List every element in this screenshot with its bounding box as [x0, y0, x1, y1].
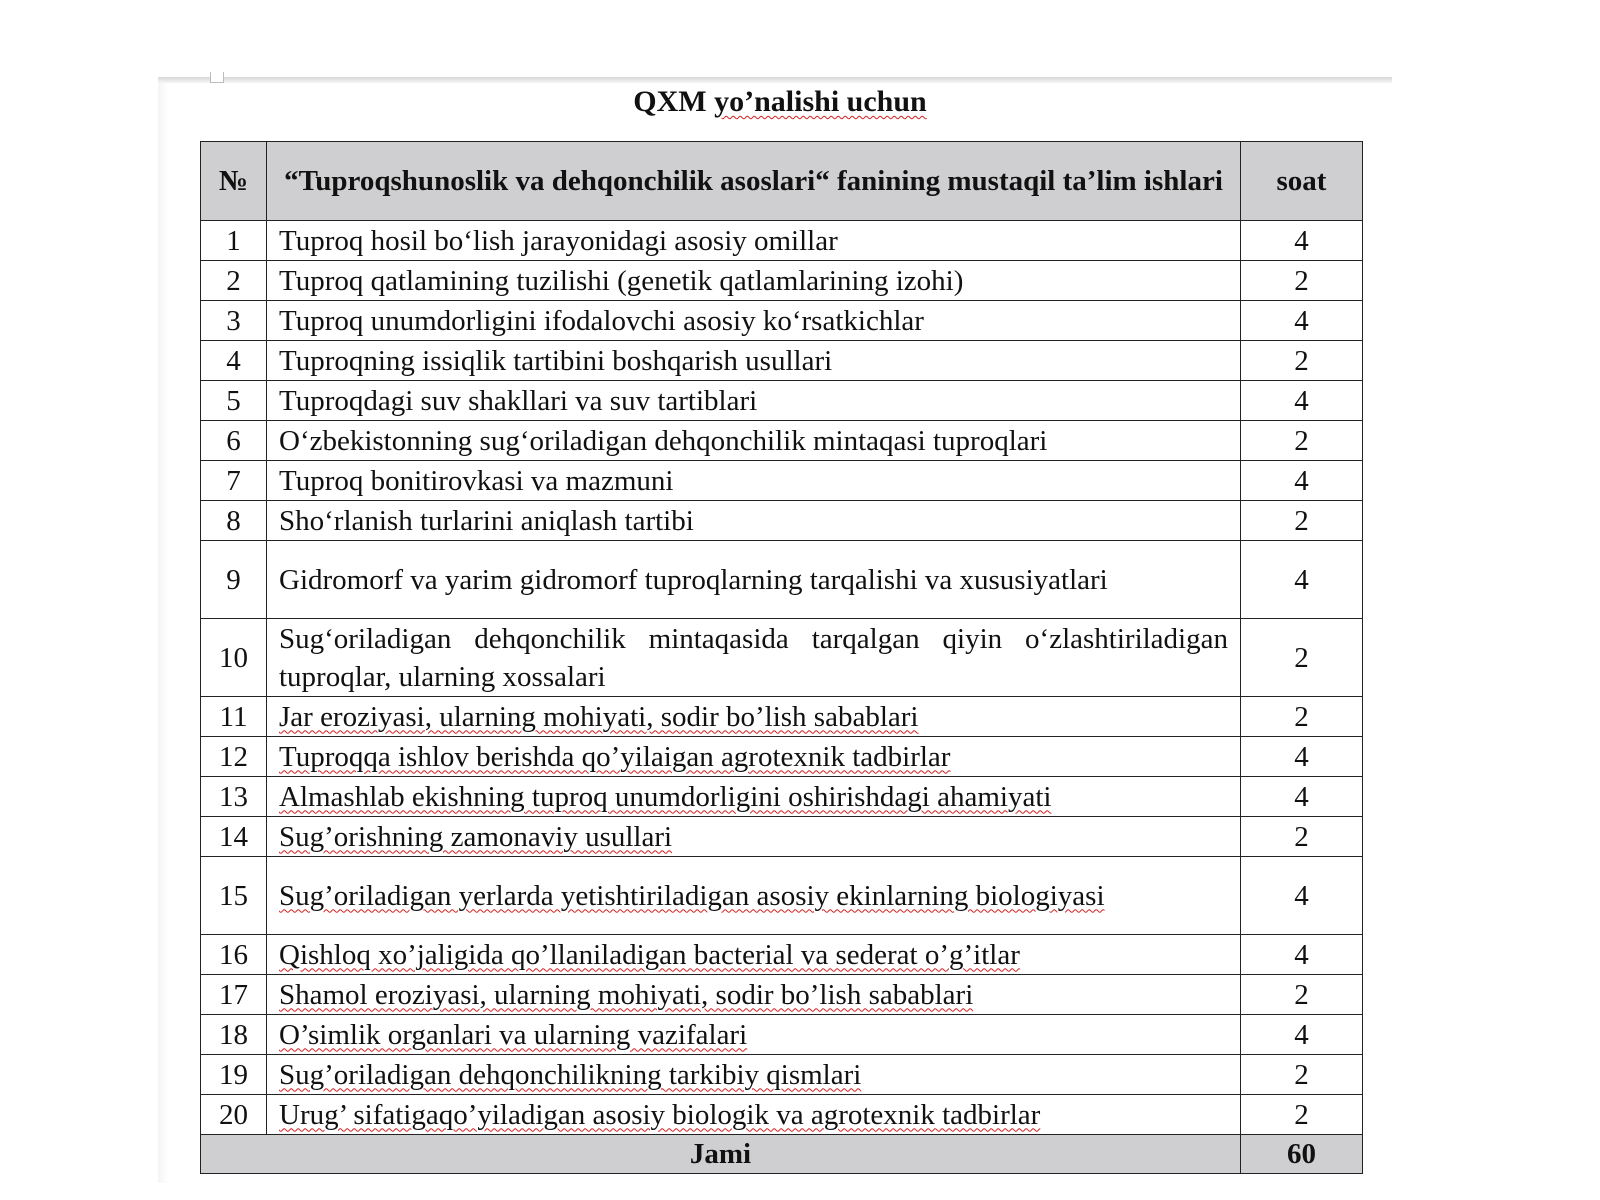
row-hours: 2 — [1241, 501, 1363, 541]
row-topic: Tuproqning issiqlik tartibini boshqarish usullari — [279, 344, 833, 377]
row-topic-cell — [267, 619, 1241, 697]
title-code: QXM — [633, 85, 707, 118]
row-number: 19 — [201, 1055, 267, 1095]
table-header-row — [201, 142, 1363, 221]
row-hours: 4 — [1241, 221, 1363, 261]
table-row — [201, 1055, 1363, 1095]
table-row — [201, 1015, 1363, 1055]
independent-work-table — [200, 141, 1363, 1174]
row-hours: 4 — [1241, 461, 1363, 501]
row-topic-cell — [267, 1055, 1241, 1095]
table-row — [201, 221, 1363, 261]
row-hours: 2 — [1241, 975, 1363, 1015]
row-topic: Tuproqqa ishlov berishda qo’yilaigan agrotexnik tadbirlar — [279, 740, 951, 773]
row-topic-cell — [267, 221, 1241, 261]
row-number: 10 — [201, 619, 267, 697]
row-number: 1 — [201, 221, 267, 261]
row-topic: Shamol eroziyasi, ularning mohiyati, sodir bo’lish sabablari — [279, 978, 974, 1011]
row-number: 16 — [201, 935, 267, 975]
row-topic-cell — [267, 1095, 1241, 1135]
row-topic-cell — [267, 261, 1241, 301]
row-topic: Urug’ sifatigaqo’yiladigan asosiy biologik va agrotexnik tadbirlar — [279, 1098, 1041, 1131]
total-row — [201, 1135, 1363, 1174]
table-row — [201, 261, 1363, 301]
row-topic: Tuproq unumdorligini ifodalovchi asosiy ko‘rsatkichlar — [279, 304, 924, 337]
row-number: 15 — [201, 857, 267, 935]
row-topic: Sho‘rlanish turlarini aniqlash tartibi — [279, 504, 694, 537]
table-row — [201, 421, 1363, 461]
row-topic-cell — [267, 697, 1241, 737]
table-row — [201, 619, 1363, 697]
row-hours: 4 — [1241, 1015, 1363, 1055]
row-number: 6 — [201, 421, 267, 461]
table-row — [201, 697, 1363, 737]
row-number: 5 — [201, 381, 267, 421]
row-hours: 2 — [1241, 261, 1363, 301]
row-topic: Tuproqdagi suv shakllari va suv tartiblari — [279, 384, 758, 417]
row-topic: Sug‘oriladigan dehqonchilik mintaqasida tarqalgan qiyin o‘zlashtiriladigan tuproqlar, ularning xossalari — [279, 622, 1228, 693]
row-topic-cell — [267, 777, 1241, 817]
row-topic: Almashlab ekishning tuproq unumdorligini oshirishdagi ahamiyati — [279, 780, 1052, 813]
row-number: 14 — [201, 817, 267, 857]
row-hours: 2 — [1241, 341, 1363, 381]
table-row — [201, 935, 1363, 975]
row-topic-cell — [267, 301, 1241, 341]
row-topic: O‘zbekistonning sug‘oriladigan dehqonchilik mintaqasi tuproqlari — [279, 424, 1048, 457]
row-hours: 4 — [1241, 541, 1363, 619]
row-hours: 4 — [1241, 737, 1363, 777]
row-topic: Sug’orishning zamonaviy usullari — [279, 820, 673, 853]
header-topic: “Tuproqshunoslik va dehqonchilik asoslari“ fanining mustaqil ta’lim ishlari — [267, 142, 1241, 221]
row-number: 12 — [201, 737, 267, 777]
row-number: 20 — [201, 1095, 267, 1135]
row-topic: O’simlik organlari va ularning vazifalari — [279, 1018, 748, 1051]
row-topic-cell — [267, 737, 1241, 777]
row-topic-cell — [267, 341, 1241, 381]
row-hours: 2 — [1241, 421, 1363, 461]
row-topic: Sug’oriladigan yerlarda yetishtiriladigan asosiy ekinlarning biologiyasi — [279, 879, 1105, 912]
document-title — [0, 82, 1560, 122]
row-number: 17 — [201, 975, 267, 1015]
row-topic-cell — [267, 857, 1241, 935]
header-hours: soat — [1241, 142, 1363, 221]
row-number: 18 — [201, 1015, 267, 1055]
row-topic: Sug’oriladigan dehqonchilikning tarkibiy qismlari — [279, 1058, 862, 1091]
row-hours: 2 — [1241, 817, 1363, 857]
row-number: 9 — [201, 541, 267, 619]
row-number: 11 — [201, 697, 267, 737]
row-topic: Tuproq bonitirovkasi va mazmuni — [279, 464, 674, 497]
table-row — [201, 737, 1363, 777]
row-topic-cell — [267, 817, 1241, 857]
row-number: 8 — [201, 501, 267, 541]
table-row — [201, 777, 1363, 817]
table-row — [201, 461, 1363, 501]
row-topic-cell — [267, 501, 1241, 541]
table-row — [201, 381, 1363, 421]
row-topic: Jar eroziyasi, ularning mohiyati, sodir bo’lish sabablari — [279, 700, 919, 733]
row-number: 3 — [201, 301, 267, 341]
row-topic-cell — [267, 935, 1241, 975]
row-hours: 4 — [1241, 857, 1363, 935]
row-topic-cell — [267, 421, 1241, 461]
table-row — [201, 817, 1363, 857]
row-hours: 2 — [1241, 619, 1363, 697]
row-topic-cell — [267, 1015, 1241, 1055]
row-hours: 4 — [1241, 381, 1363, 421]
row-topic: Qishloq xo’jaligida qo’llaniladigan bacterial va sederat o’g’itlar — [279, 938, 1020, 971]
table-row — [201, 975, 1363, 1015]
row-topic-cell — [267, 975, 1241, 1015]
row-topic-cell — [267, 381, 1241, 421]
row-hours: 2 — [1241, 1055, 1363, 1095]
page-left-edge — [158, 83, 168, 1183]
total-hours: 60 — [1241, 1135, 1363, 1174]
header-number: № — [201, 142, 267, 221]
title-rest: yo’nalishi uchun — [714, 85, 927, 118]
row-hours: 4 — [1241, 301, 1363, 341]
total-label: Jami — [201, 1135, 1241, 1174]
row-hours: 2 — [1241, 1095, 1363, 1135]
row-topic: Tuproq qatlamining tuzilishi (genetik qatlamlarining izohi) — [279, 264, 964, 297]
row-hours: 4 — [1241, 777, 1363, 817]
row-number: 2 — [201, 261, 267, 301]
table-row — [201, 857, 1363, 935]
row-hours: 4 — [1241, 935, 1363, 975]
row-number: 7 — [201, 461, 267, 501]
row-topic: Tuproq hosil bo‘lish jarayonidagi asosiy omillar — [279, 224, 838, 257]
row-topic: Gidromorf va yarim gidromorf tuproqlarning tarqalishi va xususiyatlari — [279, 563, 1108, 596]
table-row — [201, 301, 1363, 341]
table-row — [201, 541, 1363, 619]
row-topic-cell — [267, 461, 1241, 501]
row-topic-cell — [267, 541, 1241, 619]
row-hours: 2 — [1241, 697, 1363, 737]
table-row — [201, 341, 1363, 381]
table-row — [201, 501, 1363, 541]
table-row — [201, 1095, 1363, 1135]
row-number: 13 — [201, 777, 267, 817]
table-body — [201, 221, 1363, 1135]
row-number: 4 — [201, 341, 267, 381]
